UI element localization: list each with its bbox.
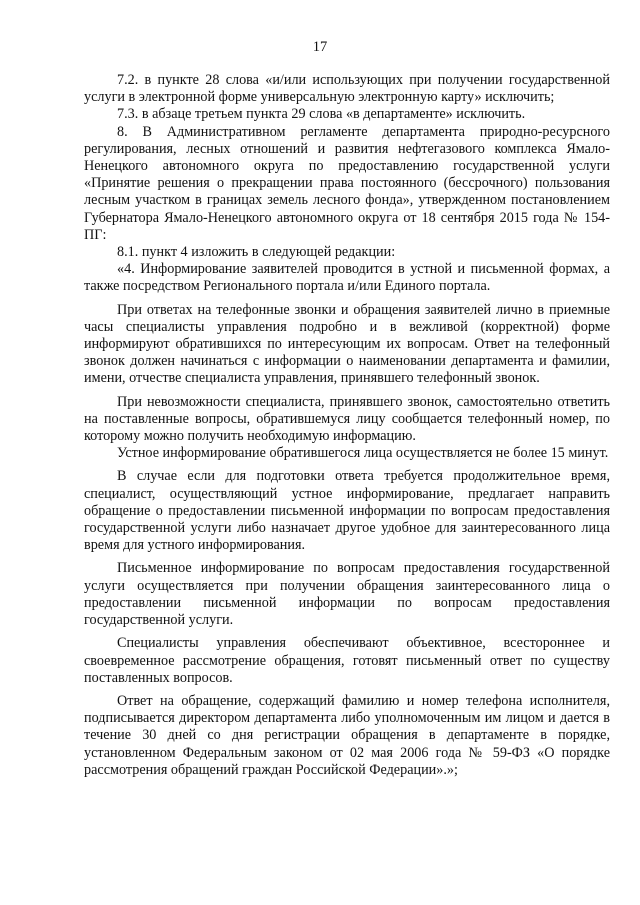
paragraph-written-info: Письменное информирование по вопросам предоставления государственной услуги осуществляется при получении обращения заинтересованного лица о предоставлении письменной информации по вопросам предоставления государственной услуги. xyxy=(84,560,610,629)
paragraph-oral-duration: Устное информирование обратившегося лица осуществляется не более 15 минут. xyxy=(117,445,609,462)
paragraph-item-4: «4. Информирование заявителей проводится в устной и письменной формах, а также посредством Регионального портала и/или Единого портала. xyxy=(84,261,610,295)
paragraph-long-preparation: В случае если для подготовки ответа требуется продолжительное время, специалист, осуществляющий устное информирование, предлагает направить обращение о предоставлении письменной информации по вопросам предоставления государственной услуги либо назначает другое удобное для заинтересованного лица время для устного информирования. xyxy=(84,468,610,554)
paragraph-answer-signature: Ответ на обращение, содержащий фамилию и номер телефона исполнителя, подписывается директором департамента либо уполномоченным им лицом и дается в течение 30 дней со дня регистрации обращения в департаменте в порядке, установленном Федеральным законом от 02 мая 2006 года № 59-ФЗ «О порядке рассмотрения обращений граждан Российской Федерации».»; xyxy=(84,692,610,778)
page-number: 17 xyxy=(312,39,328,55)
paragraph-specialists: Специалисты управления обеспечивают объективное, всестороннее и своевременное рассмотрение обращения, готовят письменный ответ по существу поставленных вопросов. xyxy=(84,635,610,686)
paragraph-phone-calls: При ответах на телефонные звонки и обращения заявителей лично в приемные часы специалисты управления подробно и в вежливой (корректной) форме информируют обратившихся по интересующим их вопросам. Ответ на телефонный звонок должен начинаться с информации о наименовании департамента и фамилии, имени, отчестве специалиста управления, принявшего телефонный звонок. xyxy=(84,301,610,387)
paragraph-8: 8. В Административном регламенте департамента природно-ресурсного регулирования, лесных отношений и развития нефтегазового комплекса Ямало-Ненецкого автономного округа по предоставлению государственной услуги «Принятие решения о прекращении права постоянного (бессрочного) пользования лесным участком в границах земель лесного фонда», утвержденном постановлением Губернатора Ямало-Ненецкого автономного округа от 18 сентября 2015 года № 154-ПГ: xyxy=(84,123,610,243)
paragraph-unable-to-answer: При невозможности специалиста, принявшего звонок, самостоятельно ответить на поставленные вопросы, обратившемуся лицу сообщается телефонный номер, по которому можно получить необходимую информацию. xyxy=(84,393,610,445)
document-body xyxy=(84,72,610,779)
paragraph-7-3: 7.3. в абзаце третьем пункта 29 слова «в департаменте» исключить. xyxy=(117,106,526,123)
paragraph-8-1: 8.1. пункт 4 изложить в следующей редакции: xyxy=(117,244,396,261)
paragraph-7-2: 7.2. в пункте 28 слова «и/или использующих при получении государственной услуги в электронной форме универсальную электронную карту» исключить; xyxy=(84,72,610,106)
